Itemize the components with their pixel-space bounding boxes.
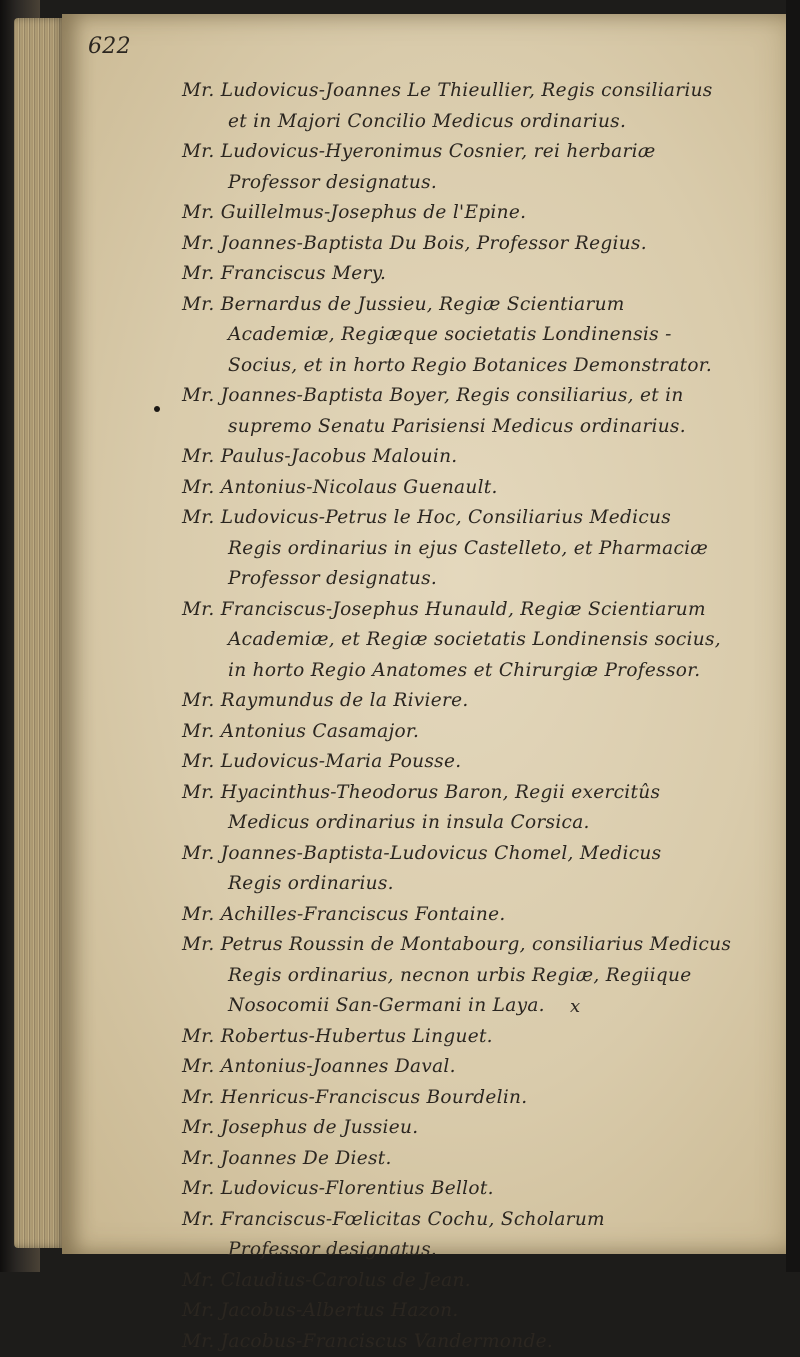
list-item	[182, 473, 772, 504]
entry-name-line: Mr. Ludovicus-Hyeronimus Cosnier, rei herbariæ	[182, 137, 772, 168]
list-item	[182, 686, 772, 717]
entry-name-line: Mr. Petrus Roussin de Montabourg, consiliarius Medicus	[182, 930, 772, 961]
entry-name-line: Mr. Ludovicus-Joannes Le Thieullier, Regis consiliarius	[182, 76, 772, 107]
entry-title-line: Regis ordinarius.	[182, 869, 772, 900]
entry-name-line: Mr. Ludovicus-Petrus le Hoc, Consiliarius Medicus	[182, 503, 772, 534]
entry-name-line: Mr. Antonius Casamajor.	[182, 717, 772, 748]
entry-title-line: Regis ordinarius, necnon urbis Regiæ, Regiique	[182, 961, 772, 992]
member-list	[182, 76, 772, 1357]
list-item	[182, 1205, 772, 1266]
entry-title-line: Professor designatus.	[182, 1235, 772, 1266]
list-item	[182, 747, 772, 778]
manuscript-page	[62, 14, 786, 1254]
list-item	[182, 76, 772, 137]
entry-name-line: Mr. Henricus-Franciscus Bourdelin.	[182, 1083, 772, 1114]
list-item	[182, 778, 772, 839]
entry-title-line: Nosocomii San-Germani in Laya.	[182, 991, 772, 1022]
page-edges	[14, 18, 66, 1248]
entry-name-line: Mr. Ludovicus-Maria Pousse.	[182, 747, 772, 778]
list-item	[182, 229, 772, 260]
page-number: 622	[88, 34, 131, 59]
entry-title-line: Professor designatus.	[182, 564, 772, 595]
entry-title-line: supremo Senatu Parisiensi Medicus ordinarius.	[182, 412, 772, 443]
list-item	[182, 442, 772, 473]
list-item	[182, 839, 772, 900]
entry-title-line: Academiæ, et Regiæ societatis Londinensis socius,	[182, 625, 772, 656]
entry-name-line: Mr. Ludovicus-Florentius Bellot.	[182, 1174, 772, 1205]
entry-name-line: Mr. Antonius-Joannes Daval.	[182, 1052, 772, 1083]
entry-title-line: Academiæ, Regiæque societatis Londinensis -	[182, 320, 772, 351]
entry-name-line: Mr. Franciscus-Fœlicitas Cochu, Scholarum	[182, 1205, 772, 1236]
entry-name-line: Mr. Paulus-Jacobus Malouin.	[182, 442, 772, 473]
list-item	[182, 1113, 772, 1144]
list-item	[182, 1052, 772, 1083]
list-item	[182, 381, 772, 442]
list-item	[182, 198, 772, 229]
entry-title-line: Medicus ordinarius in insula Corsica.	[182, 808, 772, 839]
list-item	[182, 290, 772, 382]
entry-name-line: Mr. Claudius-Carolus de Jean.	[182, 1266, 772, 1297]
entry-name-line: Mr. Franciscus Mery.	[182, 259, 772, 290]
list-item	[182, 930, 772, 1022]
entry-name-line: Mr. Josephus de Jussieu.	[182, 1113, 772, 1144]
entry-title-line: Professor designatus.	[182, 168, 772, 199]
list-item	[182, 595, 772, 687]
entry-title-line: Socius, et in horto Regio Botanices Demonstrator.	[182, 351, 772, 382]
list-item	[182, 1266, 772, 1297]
list-item	[182, 900, 772, 931]
entry-name-line: Mr. Raymundus de la Riviere.	[182, 686, 772, 717]
list-item	[182, 1174, 772, 1205]
entry-title-line: in horto Regio Anatomes et Chirurgiæ Professor.	[182, 656, 772, 687]
entry-title-line: et in Majori Concilio Medicus ordinarius.	[182, 107, 772, 138]
list-item	[182, 1296, 772, 1327]
list-item	[182, 1022, 772, 1053]
list-item	[182, 259, 772, 290]
entry-name-line: Mr. Antonius-Nicolaus Guenault.	[182, 473, 772, 504]
entry-title-line: Regis ordinarius in ejus Castelleto, et Pharmaciæ	[182, 534, 772, 565]
margin-ink-dot	[154, 406, 160, 412]
scan-border	[786, 0, 800, 1272]
entry-name-line: Mr. Joannes De Diest.	[182, 1144, 772, 1175]
entry-name-line: Mr. Franciscus-Josephus Hunauld, Regiæ Scientiarum	[182, 595, 772, 626]
entry-name-line: Mr. Robertus-Hubertus Linguet.	[182, 1022, 772, 1053]
list-item	[182, 1327, 772, 1357]
entry-name-line: Mr. Joannes-Baptista Du Bois, Professor Regius.	[182, 229, 772, 260]
list-item	[182, 137, 772, 198]
entry-name-line: Mr. Joannes-Baptista-Ludovicus Chomel, Medicus	[182, 839, 772, 870]
list-item	[182, 503, 772, 595]
entry-name-line: Mr. Joannes-Baptista Boyer, Regis consiliarius, et in	[182, 381, 772, 412]
entry-name-line: Mr. Hyacinthus-Theodorus Baron, Regii exercitûs	[182, 778, 772, 809]
entry-name-line: Mr. Bernardus de Jussieu, Regiæ Scientiarum	[182, 290, 772, 321]
entry-name-line: Mr. Jacobus-Franciscus Vandermonde.	[182, 1327, 772, 1357]
list-item	[182, 1144, 772, 1175]
entry-name-line: Mr. Guillelmus-Josephus de l'Epine.	[182, 198, 772, 229]
entry-name-line: Mr. Jacobus-Albertus Hazon.	[182, 1296, 772, 1327]
list-item	[182, 1083, 772, 1114]
list-item	[182, 717, 772, 748]
entry-name-line: Mr. Achilles-Franciscus Fontaine.	[182, 900, 772, 931]
stray-mark: x	[570, 996, 580, 1017]
